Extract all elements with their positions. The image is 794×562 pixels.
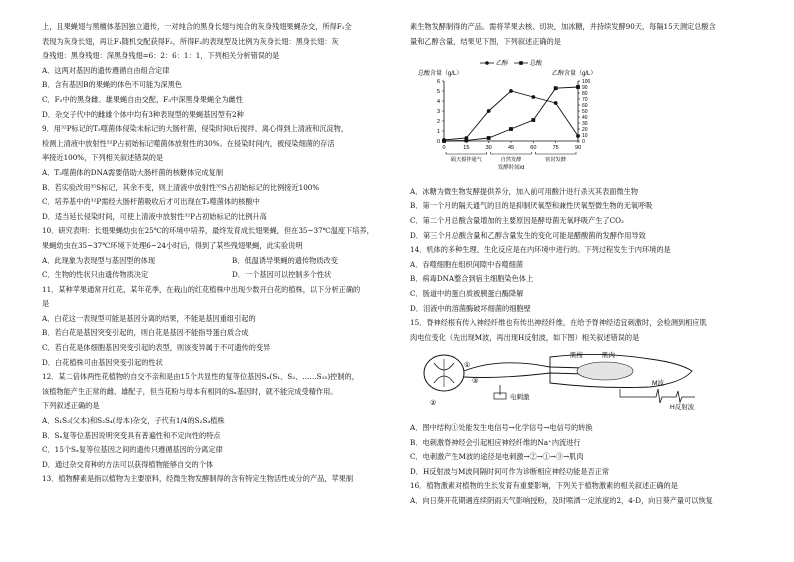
option-b: B．病毒DNA整合到宿主细胞染色体上 — [410, 274, 534, 284]
question-15: 15．脊神经根有传入神经纤维也有传出神经纤维，在给予脊神经适宜刺激时，会检测到相应肌 — [410, 318, 707, 328]
data-point-ethanol — [487, 109, 491, 113]
text-line: 果蝇幼虫在35~37℃环境下处理6~24小时后，得到了某些残翅果蝇，此实验说明 — [42, 240, 303, 250]
y-left-tick-label: 0 — [436, 139, 440, 146]
fermentation-chart — [416, 55, 606, 173]
muscle-shape — [577, 362, 633, 380]
h-wave-label: H反射波 — [670, 404, 695, 412]
data-point-ethanol — [554, 101, 558, 105]
text-line: 上，且果蝇翅与黑檀体基因独立遗传，一对纯合的黑身长翅与纯合的灰身残翅果蝇杂交，所得F₁全 — [42, 22, 352, 31]
x-tick-label: 90 — [574, 145, 582, 152]
option-a: A．冰糖为微生物发酵提供养分，加入前可用酸汁进行杀灭其表面微生物 — [410, 186, 639, 196]
option-b: B．若白花是基因突变引起的，则白花是基因不能指导蛋白质合成 — [42, 328, 249, 338]
series-line-ethanol — [444, 91, 578, 140]
option-a: A．此现象为表现型与基因型的体现 — [42, 255, 156, 265]
option-a: A．T₂噬菌体的DNA需要借助大肠杆菌的核糖体完成复制 — [42, 167, 224, 177]
y-right-tick-label: 50 — [582, 109, 588, 116]
option-a: A．这两对基因的遗传遵循自由组合定律 — [42, 65, 170, 75]
phase-bracket — [535, 152, 576, 154]
option-c: C．生物的性状只由遗传物质决定 — [42, 270, 149, 280]
legend-label-acid: 总酸 — [530, 61, 543, 68]
legend-marker-ethanol — [485, 61, 489, 65]
question-11: 11．某种苹果通常开红花，某年花季，在栽山的红花植株中出现少数开白花的植株，以下分析正确的 — [42, 284, 361, 294]
data-point-acid — [554, 86, 558, 90]
stimulus-label: 电刺激 — [510, 394, 530, 402]
m-wave-label: M波 — [652, 380, 664, 388]
option-a: A．S₁S₂(父本)和S₂S₄(母本)杂交，子代有1/4的S₂S₄植株 — [42, 416, 225, 426]
option-d: D．H反射波与M波间隔时间可作为诊断相应神经功能是否正常 — [410, 466, 610, 476]
phase-label: 隔天搅拌通气 — [450, 157, 482, 164]
text-line: 素生物发酵制得的产品。需将苹果去核、切块，加冰糖，并持续发酵90天，每隔15天测定总酸含 — [410, 22, 716, 31]
legend-label-ethanol: 乙醇 — [496, 61, 509, 68]
x-tick-label: 30 — [485, 145, 492, 152]
data-point-acid — [531, 118, 535, 122]
option-a: A．图中结构①处能发生电信号→化学信号→电信号的转换 — [410, 422, 593, 432]
option-d: D．通过杂交育种的方法可以获得植物能够自交的个体 — [42, 459, 214, 469]
label-1: ① — [464, 362, 471, 370]
text-line: 身残翅：黑身残翅：深黑身残翅=6：2：6：1：1，下列相关分析错误的是 — [42, 51, 280, 61]
option-c: C．肠道中的蛋白质被胰蛋白酶降解 — [410, 288, 524, 298]
option-b: B．Sₓ复等位基因说明突变具有普遍性和不定向性的特点 — [42, 430, 221, 440]
data-point-acid — [464, 139, 468, 143]
question-10: 10．研究表明：长翅果蝇幼虫在25℃的环境中培养，最终发育成长翅果蝇，但在35~37℃温度下培养， — [42, 226, 374, 236]
spindle-label: 肌梭 — [570, 352, 583, 360]
option-a: A．向日葵开花期遇连续阴雨天气影响授粉，及时喷洒一定浓度的2，4-D，向日葵产量可以恢复 — [410, 495, 713, 505]
series-line-acid — [444, 87, 578, 141]
x-tick-label: 60 — [530, 145, 537, 152]
text-line: 肉电位变化（先出现M波，再出现H反射波，如下图）相关叙述错误的是 — [410, 332, 640, 342]
option-b: B．若实验改用³⁵S标记，其余不变，则上清液中放射性³⁵S占初始标记的比例接近100% — [42, 182, 320, 192]
y-right-tick-label: 10 — [582, 133, 588, 140]
spinal-cord-section — [424, 355, 464, 391]
arm-outline — [550, 355, 692, 388]
x-axis-label: 发酵时间/d — [497, 165, 525, 172]
option-d: D．杂交子代中的雌雄个体中均有3种表现型的果蝇基因型有2种 — [42, 109, 244, 119]
phase-bracket — [446, 152, 487, 154]
option-b: B．电刺激脊神经会引起相应神经纤维的Na⁺内流进行 — [410, 437, 581, 447]
option-c: C．电刺激产生M波的途径是电刺激→②→①→③→肌肉 — [410, 452, 584, 462]
text-line: 下列叙述正确的是 — [42, 401, 100, 411]
phase-bracket — [491, 152, 532, 154]
y-left-tick-label: 4 — [436, 99, 440, 106]
y-left-tick-label: 1 — [436, 129, 440, 136]
option-a: A．白花这一表现型可能是基因分离的结果，不能是基因重组引起的 — [42, 313, 256, 323]
question-13: 13．植物酵素是指以植物为主要原料，经微生物发酵制得的含有特定生物活性成分的产品，苹果制 — [42, 474, 354, 484]
y-right-tick-label: 70 — [582, 97, 588, 104]
option-b: B．含有基因B的果蝇的体色不可能为深黑色 — [42, 80, 182, 90]
spinal-nerve-figure — [420, 349, 730, 411]
wave-trace — [650, 389, 695, 403]
left-column — [42, 20, 402, 487]
y-right-tick-label: 40 — [582, 115, 588, 122]
text-line: 检测上清液中放射性³²P占初始标记噬菌体放射性的30%。在侵染时间内，被侵染细菌的存活 — [42, 138, 335, 148]
option-c: C．若白花是体细胞基因突变引起的表型，则该变异属于不可遗传的变异 — [42, 343, 271, 353]
x-tick-label: 15 — [463, 145, 470, 152]
phase-label: 密封发酵 — [545, 157, 567, 164]
legend-marker-acid — [519, 61, 523, 65]
option-row — [42, 254, 402, 269]
option-d: D．适当延长侵染时间，可使上清液中放射性³²P占初始标记的比例升高 — [42, 211, 267, 221]
option-row — [42, 268, 402, 283]
data-point-acid — [442, 139, 446, 143]
right-column — [410, 20, 770, 508]
y-left-tick-label: 5 — [436, 89, 440, 96]
y-left-tick-label: 6 — [436, 79, 440, 86]
x-tick-label: 75 — [552, 145, 559, 152]
y-left-tick-label: 2 — [436, 119, 440, 126]
y-left-label: 总酸含量（g/L） — [418, 71, 463, 78]
data-point-acid — [509, 127, 513, 131]
option-d: D．白花植株可由基因突变引起的性状 — [42, 357, 163, 367]
data-point-ethanol — [576, 134, 580, 138]
text-line: 量和乙醇含量，结果见下图，下列叙述正确的是 — [410, 36, 561, 46]
text-line: 率接近100%，下列相关叙述错误的是 — [42, 153, 164, 163]
y-left-tick-label: 3 — [436, 109, 440, 116]
data-point-ethanol — [509, 89, 513, 93]
data-point-ethanol — [531, 95, 535, 99]
muscle-label: 肌肉 — [602, 352, 615, 360]
phase-label: 自然发酵 — [500, 157, 522, 164]
option-c: C．第二个月总酸含量增加的主要原因是酵母菌无氧呼吸产生了CO₂ — [410, 215, 624, 225]
y-right-tick-label: 100 — [582, 79, 591, 86]
question-14: 14．机体的多种生理、生化反应是在内环境中进行的。下列过程发生于内环境的是 — [410, 245, 671, 255]
data-point-acid — [487, 136, 491, 140]
x-tick-label: 45 — [507, 145, 515, 152]
option-b: B．低温诱导果蝇的遗传物质改变 — [232, 255, 338, 265]
label-2: ② — [430, 400, 437, 408]
y-right-tick-label: 30 — [582, 121, 588, 128]
y-right-tick-label: 90 — [582, 85, 588, 92]
option-d: D．泪液中的溶菌酶破坏细菌的细胞壁 — [410, 303, 531, 313]
y-right-tick-label: 0 — [582, 139, 585, 146]
question-16: 16．植物激素对植物的生长发育有重要影响，下列关于植物激素的相关叙述正确的是 — [410, 481, 678, 491]
question-9: 9．用³²P标记的T₂噬菌体侵染未标记的大肠杆菌，侵染时间t后搅拌、离心得到上清液和沉淀物， — [42, 124, 349, 134]
option-d: D．第三个月总酸含量和乙醇含量发生的变化可能是醋酸菌的发酵作用导致 — [410, 230, 646, 240]
text-line: 是 — [42, 299, 50, 309]
text-line: 表现为灰身长翅，再让F₁随机交配获得F₂，所得F₂的表现型及比例为灰身长翅：黑身长翅：灰 — [42, 36, 339, 46]
data-point-acid — [576, 85, 580, 89]
y-right-label: 乙醇含量（g/L） — [552, 71, 597, 78]
y-right-tick-label: 20 — [582, 127, 588, 134]
option-c: C．15个Sₓ复等位基因之间的遗传只遵循基因的分离定律 — [42, 445, 223, 455]
y-right-tick-label: 60 — [582, 103, 588, 110]
option-c: C．F₂中的黑身雌、雄果蝇自由交配，F₃中深黑身果蝇全为雌性 — [42, 94, 243, 104]
label-3: ③ — [472, 378, 479, 386]
y-right-tick-label: 80 — [582, 91, 588, 98]
option-d: D．一个基因可以控制多个性状 — [232, 270, 332, 280]
text-line: 该植物能产生正常的雌、雄配子，但当花粉与母本有相同的Sₓ基因时，就不能完成受精作用。 — [42, 386, 338, 396]
option-c: C．培养基中的³²P需经大肠杆菌吸收后才可出现在T₂噬菌体的核酸中 — [42, 197, 260, 207]
option-b: B．第一个月的隔天通气的目的是抑制厌氧型和兼性厌氧型微生物的无氧呼吸 — [410, 201, 653, 211]
option-a: A．吞噬细胞在组织间隙中吞噬细菌 — [410, 259, 524, 269]
question-12: 12．某二倍体两性花植物的自交不亲和是由15个共显性的复等位基因Sₓ(S₁、S₂、……S₁₅)控制的， — [42, 372, 359, 382]
x-tick-label: 0 — [442, 145, 446, 152]
